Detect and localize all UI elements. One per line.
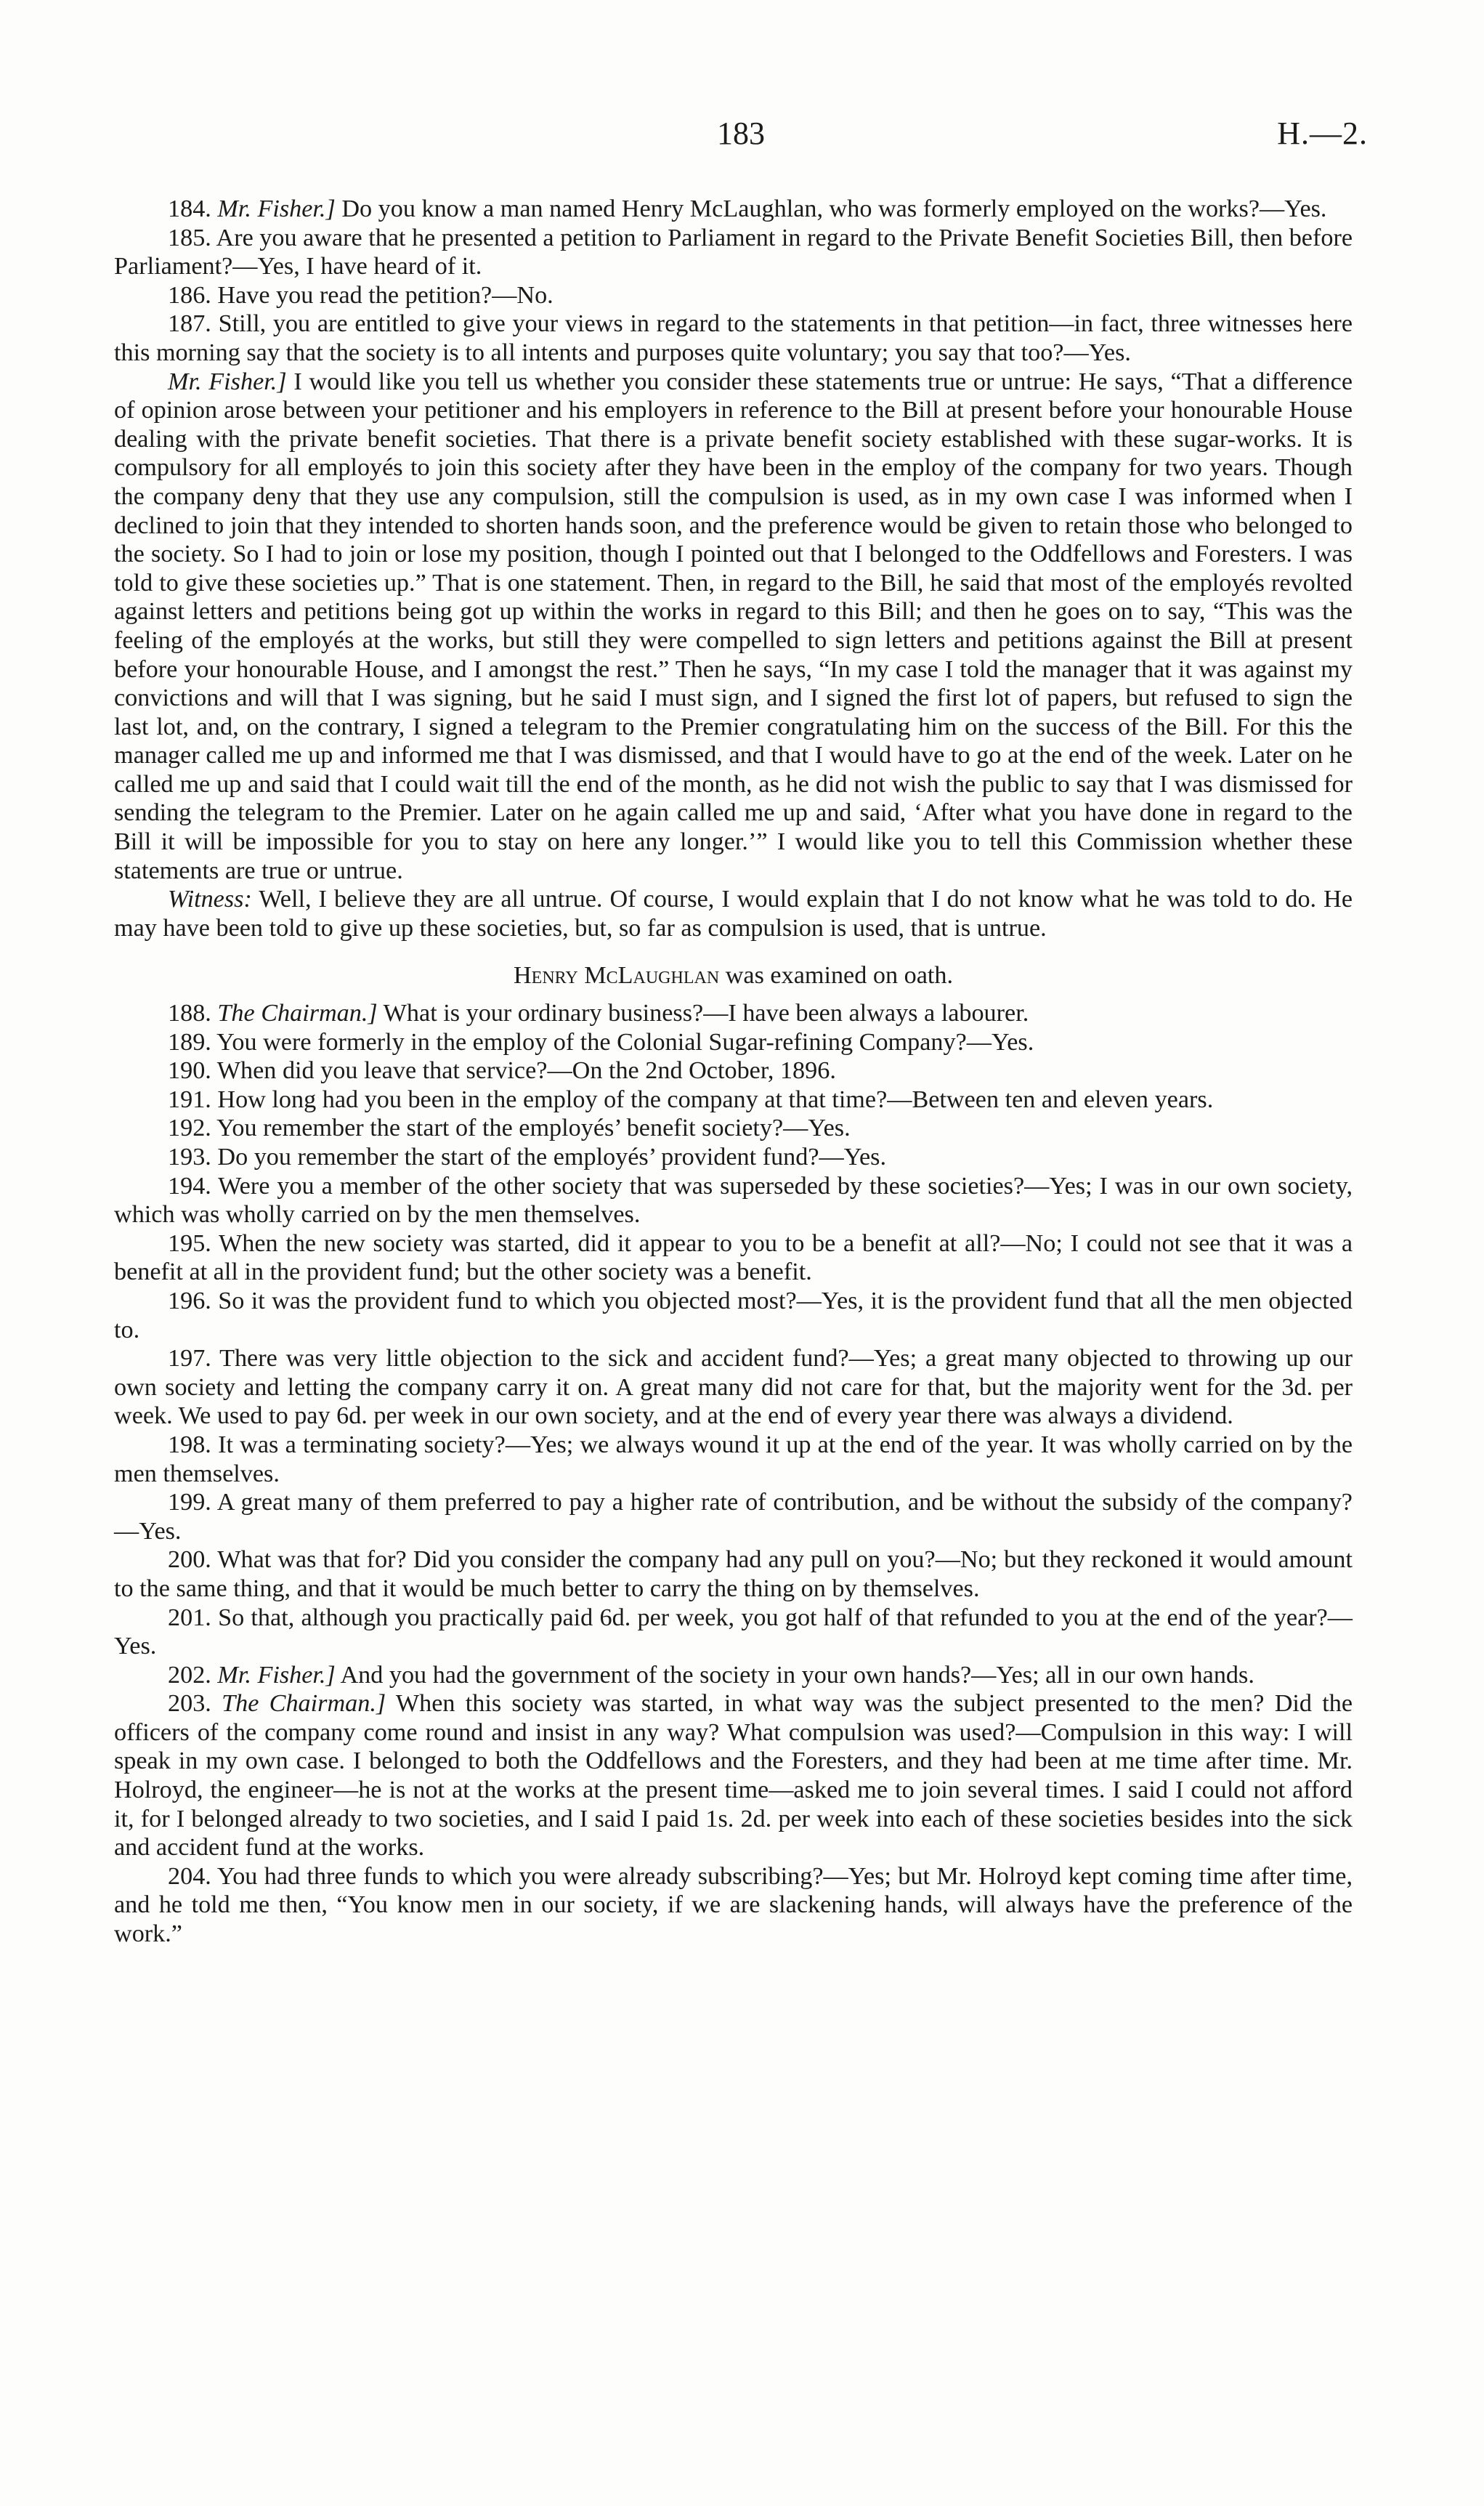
heading-text: was examined on oath. (719, 962, 954, 990)
paragraph-text: You remember the start of the employés’ benefit society?—Yes. (216, 1115, 851, 1142)
paragraph (114, 1488, 1353, 1545)
paragraph (114, 885, 1353, 942)
examination-heading (114, 961, 1353, 990)
document-reference: H.—2. (1277, 116, 1368, 151)
question-number: 196. (168, 1287, 219, 1314)
question-number: 204. (168, 1862, 217, 1890)
paragraph (114, 999, 1353, 1028)
paragraph-text: Well, I believe they are all untrue. Of course, I would explain that I do not know what he was told to do. He may have been told to give up these societies, but, so far as compulsion is used, that is untrue. (114, 886, 1353, 942)
paragraph-text: When this society was started, in what way was the subject presented to the men? Did the officers of the company come round and insist in any way? What compulsion was used?—Compulsion in this way: I will speak in my own case. I belonged to both the Oddfellows and the Foresters, and they had been at me time after time. Mr. Holroyd, the engineer—he is not at the works at the present time—asked me to join several times. I said I could not afford it, for I belonged already to two societies, and I said I paid 1s. 2d. per week into each of these societies besides into the sick and accident fund at the works. (114, 1690, 1353, 1862)
paragraph (114, 224, 1353, 281)
question-number: 192. (168, 1115, 217, 1142)
question-number: 188. (168, 1000, 218, 1027)
paragraph (114, 1862, 1353, 1949)
paragraph-text: I would like you tell us whether you consider these statements true or untrue: He says, “That a difference of opinion arose between your petitioner and his employers in reference to the Bill at present before your honourable House dealing with the private benefit societies. That there is a private benefit society established with these sugar-works. It is compulsory for all employés to join this society after they have been in the employ of the company for two years. Though the company deny that they use any compulsion, still the compulsion is used, as in my own case I was informed when I declined to join that they intended to shorten hands soon, and the preference would be given to retain those who belonged to the society. So I had to join or lose my position, though I pointed out that I belonged to the Oddfellows and Foresters. I was told to give these societies up.” That is one statement. Then, in regard to the Bill, he said that most of the employés revolted against letters and petitions being got up within the works in regard to this Bill; and then he goes on to say, “This was the feeling of the employés at the works, but still they were compelled to sign letters and petitions against the Bill at present before your honourable House, and I amongst the rest.” Then he says, “In my case I told the manager that it was against my convictions and will that I was signing, but he said I must sign, and I signed the first lot of papers, but refused to sign the last lot, and, on the contrary, I signed a telegram to the Premier congratulating him on the success of the Bill. For this the manager called me up and informed me that I was dismissed, and that I would have to go at the end of the week. Later on he called me up and said that I could wait till the end of the month, as he did not wish the public to say that I was dismissed for sending the telegram to the Premier. Later on he again called me up and said, ‘After what you have done in regard to the Bill it will be impossible for you to stay on here any longer.’” I would like you to tell this Commission whether these statements are true or untrue. (114, 368, 1353, 884)
question-number: 186. (168, 281, 218, 309)
speaker: Mr. Fisher.] (168, 368, 287, 395)
paragraph (114, 1114, 1353, 1143)
paragraph (114, 1028, 1353, 1057)
paragraph-text: You had three funds to which you were already subscribing?—Yes; but Mr. Holroyd kept coming time after time, and he told me then, “You know men in our society, if we are slackening hands, will always have the preference of the work.” (114, 1862, 1353, 1948)
paragraph (114, 1689, 1353, 1862)
question-number: 199. (168, 1489, 217, 1516)
paragraph (114, 1287, 1353, 1344)
paragraph-text: There was very little objection to the sick and accident fund?—Yes; a great many objected to throwing up our own society and letting the company carry it on. A great many did not care for that, but the majority went for the 3d. per week. We used to pay 6d. per week in our own society, and at the end of every year there was always a dividend. (114, 1345, 1353, 1430)
question-number: 203. (168, 1690, 222, 1718)
speaker: Witness: (168, 886, 252, 913)
question-number: 193. (168, 1144, 218, 1171)
paragraph (114, 195, 1353, 224)
paragraph-text: And you had the government of the society in your own hands?—Yes; all in our own hands. (335, 1661, 1254, 1689)
paragraph-text: How long had you been in the employ of the company at that time?—Between ten and eleven years. (217, 1086, 1214, 1113)
paragraph-text: What is your ordinary business?—I have been always a labourer. (377, 1000, 1029, 1027)
question-number: 194. (168, 1172, 219, 1200)
paragraph-text: You were formerly in the employ of the Colonial Sugar-refining Company?—Yes. (216, 1028, 1034, 1056)
paragraph (114, 1172, 1353, 1229)
paragraph-text: Do you remember the start of the employés’ provident fund?—Yes. (217, 1144, 887, 1171)
paragraph-text: It was a terminating society?—Yes; we always wound it up at the end of the year. It was wholly carried on by the men themselves. (114, 1431, 1353, 1487)
paragraph (114, 1229, 1353, 1287)
question-number: 202. (168, 1661, 218, 1689)
question-number: 198. (168, 1431, 219, 1458)
question-number: 191. (168, 1086, 218, 1113)
speaker: Mr. Fisher.] (217, 195, 336, 222)
paragraph (114, 310, 1353, 367)
question-number: 190. (168, 1057, 217, 1085)
speaker: Mr. Fisher.] (217, 1661, 336, 1689)
question-number: 187. (168, 310, 219, 338)
paragraph-text: When did you leave that service?—On the 2nd October, 1896. (216, 1057, 836, 1085)
paragraph-text: Still, you are entitled to give your views in regard to the statements in that petition—in fact, three witnesses here this morning say that the society is to all intents and purposes quite voluntary; you say that too?—Yes. (114, 310, 1353, 366)
paragraph (114, 1604, 1353, 1661)
paragraph-text: So it was the provident fund to which you objected most?—Yes, it is the provident fund that all the men objected to. (114, 1287, 1353, 1343)
paragraph (114, 1143, 1353, 1172)
paragraph-text: Were you a member of the other society that was superseded by these societies?—Yes; I was in our own society, which was wholly carried on by the men themselves. (114, 1172, 1353, 1229)
question-number: 201. (168, 1604, 219, 1631)
page-number: 183 (717, 116, 765, 151)
question-number: 184. (168, 195, 218, 222)
question-number: 200. (168, 1546, 218, 1574)
paragraph-text: Have you read the petition?—No. (217, 281, 554, 309)
paragraph (114, 1545, 1353, 1603)
paragraph-text: Do you know a man named Henry McLaughlan, who was formerly employed on the works?—Yes. (335, 195, 1327, 222)
paragraph (114, 1086, 1353, 1115)
question-number: 197. (168, 1345, 220, 1373)
document-body (114, 195, 1353, 1949)
paragraph (114, 1661, 1353, 1690)
witness-name: Henry McLaughlan (513, 962, 720, 990)
paragraph (114, 368, 1353, 886)
page-header (0, 115, 1484, 158)
question-number: 195. (168, 1229, 219, 1257)
speaker: The Chairman.] (217, 1000, 378, 1027)
paragraph (114, 281, 1353, 310)
paragraph-text: What was that for? Did you consider the company had any pull on you?—No; but they reckoned it would amount to the same thing, and that it would be much better to carry the thing on by themselves. (114, 1546, 1353, 1602)
paragraph-text: A great many of them preferred to pay a higher rate of contribution, and be without the subsidy of the company?—Yes. (114, 1489, 1353, 1545)
question-number: 189. (168, 1028, 217, 1056)
paragraph-text: When the new society was started, did it appear to you to be a benefit at all?—No; I could not see that it was a benefit at all in the provident fund; but the other society was a benefit. (114, 1229, 1353, 1286)
paragraph (114, 1344, 1353, 1431)
paragraph-text: So that, although you practically paid 6d. per week, you got half of that refunded to you at the end of the year?—Yes. (114, 1604, 1353, 1660)
paragraph-text: Are you aware that he presented a petition to Parliament in regard to the Private Benefit Societies Bill, then before Parliament?—Yes, I have heard of it. (114, 224, 1353, 280)
question-number: 185. (168, 224, 216, 251)
speaker: The Chairman.] (222, 1690, 386, 1718)
paragraph (114, 1431, 1353, 1488)
paragraph (114, 1056, 1353, 1086)
